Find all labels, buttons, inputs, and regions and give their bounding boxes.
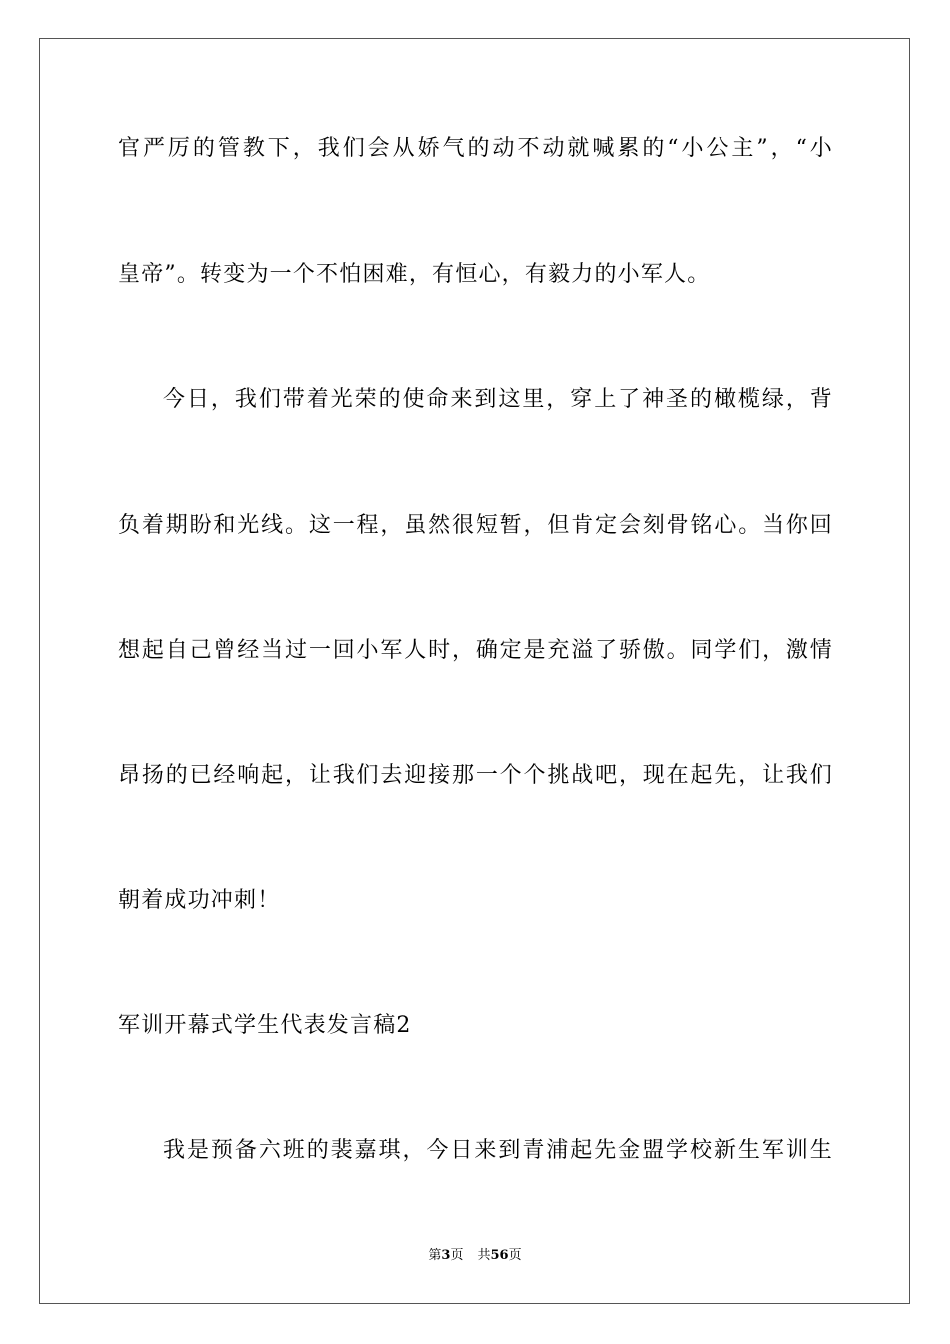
- body-line-5: 想起自己曾经当过一回小军人时，确定是充溢了骄傲。同学们，激情: [118, 638, 833, 663]
- total-pages: 56: [490, 1248, 509, 1263]
- page-border: [39, 38, 910, 1304]
- body-line-8: 我是预备六班的裴嘉琪，今日来到青浦起先金盟学校新生军训生: [163, 1138, 833, 1163]
- total-suffix: 页: [508, 1248, 522, 1263]
- page-footer: [0, 1246, 950, 1266]
- body-line-6: 昂扬的已经响起，让我们去迎接那一个个挑战吧，现在起先，让我们: [118, 763, 833, 788]
- body-line-4: 负着期盼和光线。这一程，虽然很短暂，但肯定会刻骨铭心。当你回: [118, 513, 833, 538]
- total-prefix: 共: [477, 1248, 491, 1263]
- page-prefix: 第: [428, 1248, 442, 1263]
- body-line-2: 皇帝”。转变为一个不怕困难，有恒心，有毅力的小军人。: [118, 262, 711, 287]
- page-suffix: 页: [450, 1248, 464, 1263]
- body-line-7: 朝着成功冲刺！: [118, 888, 281, 913]
- section-heading: 军训开幕式学生代表发言稿2: [118, 1013, 412, 1038]
- body-line-3: 今日，我们带着光荣的使命来到这里，穿上了神圣的橄榄绿，背: [163, 387, 833, 412]
- page-number: 3: [441, 1248, 451, 1263]
- body-line-1: 官严厉的管教下，我们会从娇气的动不动就喊累的“小公主”，“小: [118, 136, 833, 161]
